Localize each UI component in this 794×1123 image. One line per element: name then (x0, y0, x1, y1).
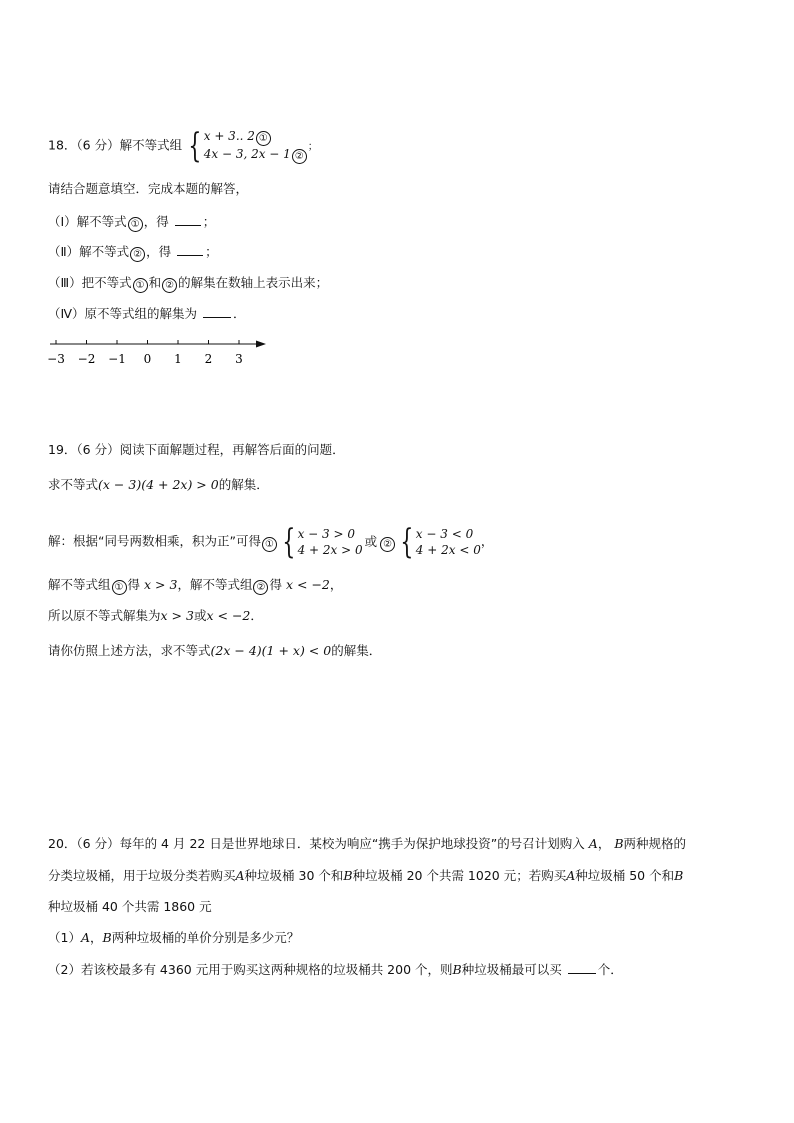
answer-blank[interactable] (177, 243, 203, 256)
q19-head: 19．（6 分）阅读下面解题过程，再解答后面的问题． (48, 442, 345, 457)
axis-tick-label: −2 (77, 352, 96, 366)
axis-tick-label: −1 (108, 352, 126, 366)
q19-line2: 解：根据“同号两数相乘，积为正”可得 ① { x − 3 > 0 4 + 2x > 0 或 ② { x − 3 < 0 4 + 2x < 0 ， (48, 522, 494, 562)
q18-system (184, 128, 308, 164)
q19-line3: 解不等式组 ① 得 x > 3，解不等式组 ② 得 x < −2， (48, 577, 343, 593)
axis-tick-label: 3 (235, 352, 243, 366)
q20-part2: （2）若该校最多有 4360 元用于购买这两种规格的垃圾桶共 200 个，则B种垃圾桶最可以买 个． (48, 962, 623, 977)
circle-1-icon: ① (262, 537, 277, 552)
circle-2-icon: ② (130, 247, 145, 262)
circle-2-icon: ② (162, 278, 177, 293)
q19-system-2: { x − 3 < 0 4 + 2x < 0 (400, 522, 481, 562)
number-line-axis (48, 336, 278, 370)
circle-2-icon: ② (253, 580, 268, 595)
left-brace-icon: { (400, 522, 414, 562)
q18-tail: ； (307, 141, 318, 153)
axis-tick-label: 2 (204, 352, 213, 366)
q19-line5: 请你仿照上述方法，求不等式(2x − 4)(1 + x) < 0的解集． (48, 643, 382, 658)
circle-1-icon: ① (133, 278, 148, 293)
q18-system-row2: 4x − 3, 2x − 1 ② (204, 146, 308, 164)
q19-line4: 所以原不等式解集为x > 3或x < −2． (48, 608, 263, 623)
left-brace-icon: { (282, 522, 296, 562)
q19-system-1: { x − 3 > 0 4 + 2x > 0 (282, 522, 363, 562)
q18-instruction: 请结合题意填空．完成本题的解答， (48, 181, 249, 196)
q20-line3: 种垃圾桶 40 个共需 1860 元 (48, 899, 212, 914)
q20-line1: 20．（6 分）每年的 4 月 22 日是世界地球日．某校为响应“携手为保护地球投资”的号召计划购入 A， B两种规格的 (48, 836, 687, 851)
answer-blank[interactable] (568, 961, 596, 974)
q18-step2: （Ⅱ）解不等式 ② ，得 ； (48, 244, 218, 260)
q20-part1: （1）A，B两种垃圾桶的单价分别是多少元？ (48, 930, 300, 945)
q18-system-row1: x + 3.. 2 ① (204, 128, 308, 146)
axis-tick-label: 1 (174, 352, 182, 366)
q18-step1: （Ⅰ）解不等式 ① ，得 ； (48, 214, 216, 230)
circle-1-icon: ① (112, 580, 127, 595)
answer-blank[interactable] (175, 213, 201, 226)
q18-head: 18．（6 分）解不等式组 (48, 137, 183, 153)
axis-tick-label: −3 (48, 352, 65, 366)
circle-2-icon: ② (380, 537, 395, 552)
q18-step4: （Ⅳ）原不等式组的解集为 ． (48, 306, 246, 321)
number-line (48, 336, 278, 373)
answer-blank[interactable] (203, 305, 231, 318)
axis-tick-label: 0 (143, 352, 152, 366)
q18-title-line (48, 128, 318, 164)
q20-line2: 分类垃圾桶，用于垃圾分类若购买A种垃圾桶 30 个和B种垃圾桶 20 个共需 1020 元；若购买A种垃圾桶 50 个和B (48, 868, 684, 883)
q18-step3: （Ⅲ）把不等式 ① 和 ② 的解集在数轴上表示出来； (48, 275, 329, 291)
circle-1-icon: ① (128, 217, 143, 232)
left-brace-icon: { (188, 126, 202, 166)
q19-line1: 求不等式(x − 3)(4 + 2x) > 0的解集． (48, 477, 269, 492)
